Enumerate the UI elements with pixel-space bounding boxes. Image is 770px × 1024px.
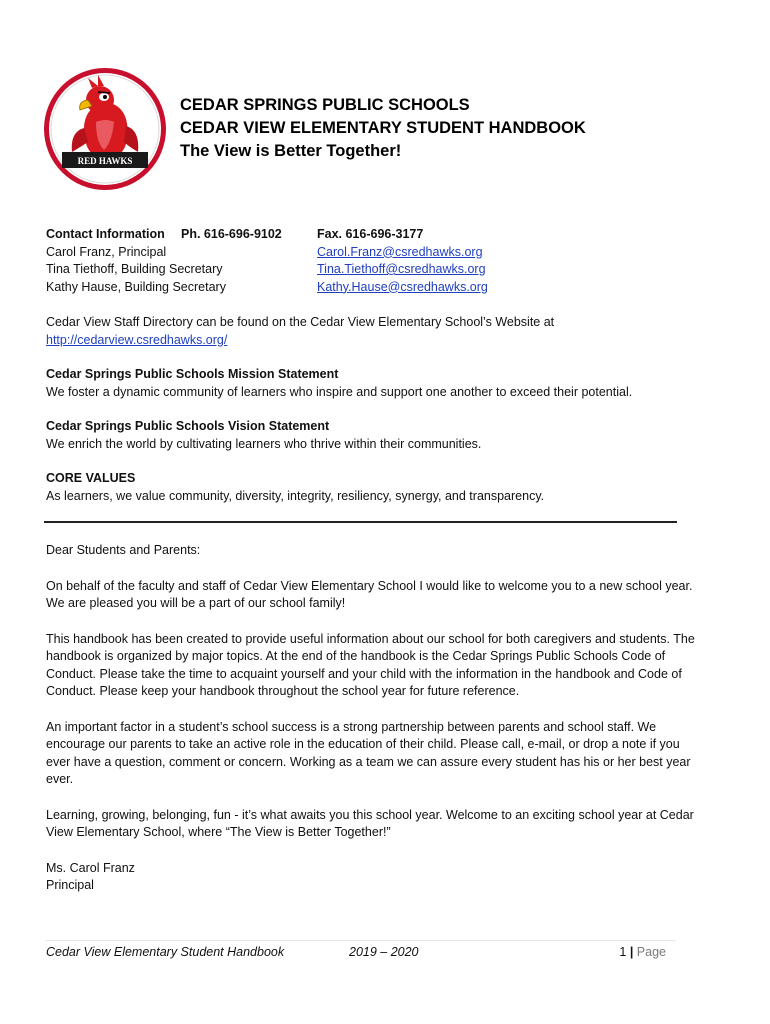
title-handbook: CEDAR VIEW ELEMENTARY STUDENT HANDBOOK (180, 119, 586, 137)
mission-text: We foster a dynamic community of learners who inspire and support one another to exceed their potential. (46, 384, 633, 399)
letter-paragraph: On behalf of the faculty and staff of Cedar View Elementary School I would like to welcome you to a new school year. We are pleased you will be a part of our school family! (46, 578, 693, 610)
contact-name: Tina Tiethoff, Building Secretary (46, 262, 223, 276)
footer-page-number (619, 945, 666, 959)
core-values (46, 470, 696, 505)
contact-header-row (46, 226, 696, 244)
mission-heading: Cedar Springs Public Schools Mission Statement (46, 367, 339, 381)
title-district: CEDAR SPRINGS PUBLIC SCHOOLS (180, 96, 470, 114)
red-hawk-mascot-icon (42, 66, 168, 192)
contact-name: Carol Franz, Principal (46, 244, 167, 259)
contact-email-link[interactable]: Carol.Franz@csredhawks.org (317, 244, 483, 259)
section-divider (44, 521, 677, 523)
directory-text: Cedar View Staff Directory can be found on the Cedar View Elementary School’s Website at (46, 315, 555, 329)
staff-directory (46, 314, 696, 349)
contact-phone: Ph. 616-696-9102 (181, 227, 282, 241)
vision-text: We enrich the world by cultivating learners who thrive within their communities. (46, 436, 482, 451)
letter-paragraph: An important factor in a student’s school success is a strong partnership between parents and school staff. We encourage our parents to take an active role in the education of their child. Please call, e-mail, or drop a note if you ever have a question, comment or concern. Working as a team we can assure every student has his or her best year ever. (46, 719, 691, 786)
contact-name: Kathy Hause, Building Secretary (46, 279, 226, 294)
welcome-letter (46, 542, 696, 895)
page-footer (46, 940, 676, 967)
signature-name: Ms. Carol Franz (46, 860, 135, 875)
document-title (180, 94, 586, 163)
letter-greeting: Dear Students and Parents: (46, 543, 201, 557)
contact-row (46, 261, 696, 279)
contact-fax: Fax. 616-696-3177 (317, 227, 424, 241)
page-label: Page (636, 945, 666, 959)
page-separator: | (629, 945, 634, 959)
contact-row (46, 279, 696, 297)
contact-information (46, 226, 696, 296)
title-slogan: The View is Better Together! (180, 142, 402, 160)
logo-banner-text: RED HAWKS (77, 156, 133, 166)
core-values-heading: CORE VALUES (46, 471, 136, 485)
page-number: 1 (619, 945, 627, 959)
contact-email-link[interactable]: Kathy.Hause@csredhawks.org (317, 279, 488, 294)
vision-heading: Cedar Springs Public Schools Vision Statement (46, 419, 330, 433)
mission-statement (46, 366, 696, 401)
contact-email-link[interactable]: Tina.Tiethoff@csredhawks.org (317, 262, 486, 276)
letter-paragraph: Learning, growing, belonging, fun - it’s what awaits you this school year. Welcome to an exciting school year at Cedar View Elementary School, where “The View is Better Together!” (46, 807, 694, 839)
core-values-text: As learners, we value community, diversity, integrity, resiliency, synergy, and transparency. (46, 488, 545, 503)
contact-heading: Contact Information (46, 227, 165, 241)
letter-paragraph: This handbook has been created to provide useful information about our school for both caregivers and students. The handbook is organized by major topics. At the end of the handbook is the Cedar Springs Public Schools Code of Conduct. Please take the time to acquaint yourself and your child with the information in the handbook and Code of Conduct. Please keep your handbook throughout the school year for future reference. (46, 631, 695, 698)
website-link[interactable]: http://cedarview.csredhawks.org/ (46, 332, 228, 347)
contact-row (46, 244, 696, 262)
vision-statement (46, 418, 696, 453)
school-logo (42, 66, 168, 192)
footer-title: Cedar View Elementary Student Handbook (46, 945, 285, 959)
footer-years: 2019 – 2020 (349, 945, 419, 959)
signature-title: Principal (46, 878, 94, 892)
